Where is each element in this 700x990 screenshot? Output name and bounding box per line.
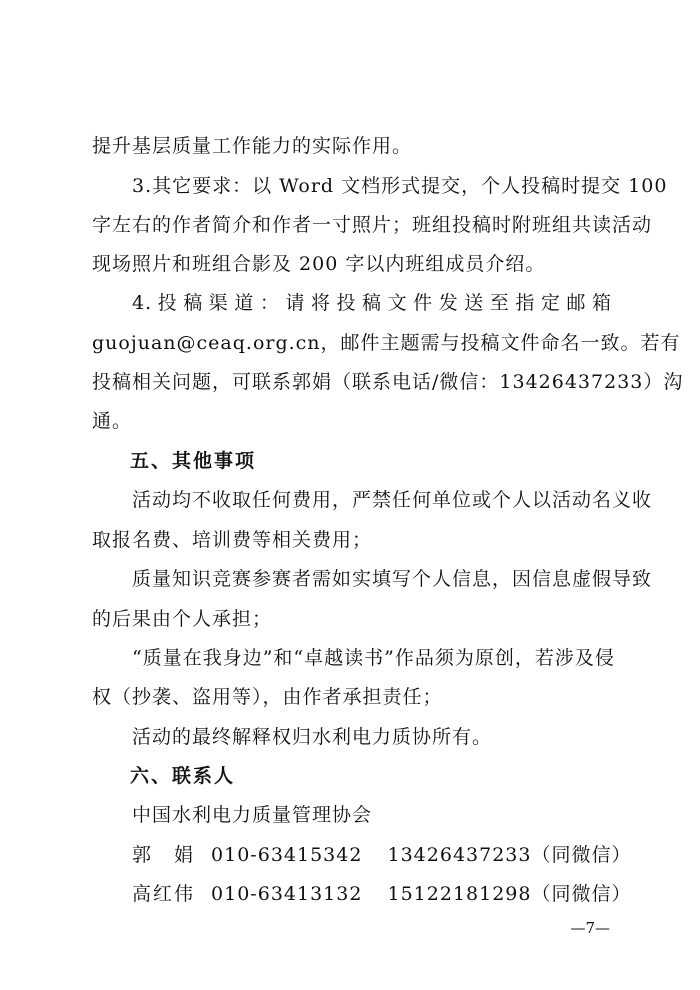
contact-mobile: 15122181298: [387, 883, 532, 905]
contact-name: 高红伟: [132, 883, 194, 905]
paragraph-line: 提升基层质量工作能力的实际作用。: [92, 135, 413, 157]
paragraph-line: 权（抄袭、盗用等），由作者承担责任；: [92, 686, 443, 708]
contact-note: （同微信）: [531, 844, 632, 866]
section-heading: 六、联系人: [130, 765, 236, 787]
contact-phone: 010-63415342: [211, 844, 363, 866]
page-number: —7—: [570, 919, 610, 937]
paragraph-line: 4.投稿渠道：请将投稿文件发送至指定邮箱: [132, 292, 612, 314]
paragraph-line: 的后果由个人承担；: [92, 608, 273, 630]
paragraph-line: 现场照片和班组合影及 200 字以内班组成员介绍。: [92, 253, 546, 275]
paragraph-line: 通。: [92, 410, 133, 432]
contact-row: [132, 880, 632, 908]
contact-phone: 010-63413132: [211, 883, 363, 905]
paragraph-line: 投稿相关问题，可联系郭娟（联系电话/微信：13426437233）沟: [92, 371, 684, 393]
paragraph-line: “质量在我身边”和“卓越读书”作品须为原创，若涉及侵: [132, 647, 615, 669]
contact-note: （同微信）: [531, 883, 632, 905]
paragraph-line: 字左右的作者简介和作者一寸照片；班组投稿时附班组共读活动: [92, 214, 653, 236]
contact-name: 郭 娟: [132, 844, 194, 866]
contact-organization: 中国水利电力质量管理协会: [132, 804, 373, 826]
section-heading: 五、其他事项: [130, 450, 257, 472]
paragraph-line: 3.其它要求：以 Word 文档形式提交，个人投稿时提交 100: [132, 175, 668, 197]
paragraph-line: 取报名费、培训费等相关费用；: [92, 529, 373, 551]
paragraph-line: 质量知识竞赛参赛者需如实填写个人信息，因信息虚假导致: [132, 568, 653, 590]
contact-mobile: 13426437233: [387, 844, 532, 866]
paragraph-line: 活动均不收取任何费用，严禁任何单位或个人以活动名义收: [132, 489, 653, 511]
paragraph-line: 活动的最终解释权归水利电力质协所有。: [132, 726, 493, 748]
paragraph-line: guojuan@ceaq.org.cn，邮件主题需与投稿文件命名一致。若有: [92, 332, 681, 354]
contact-row: [132, 841, 632, 869]
